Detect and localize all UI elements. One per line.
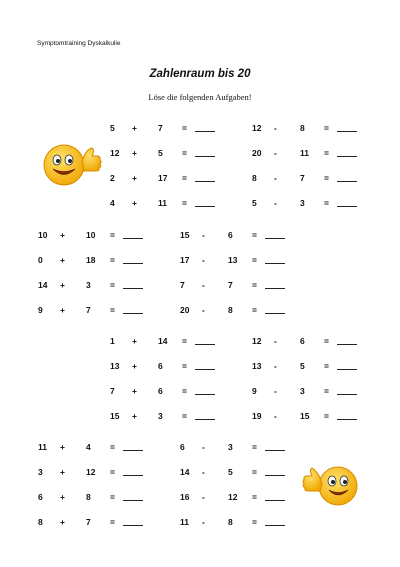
answer-blank[interactable] xyxy=(337,344,357,345)
operand-b: 5 xyxy=(158,148,163,158)
equals-sign: = xyxy=(182,386,187,396)
equals-sign: = xyxy=(182,173,187,183)
answer-blank[interactable] xyxy=(265,450,285,451)
equals-sign: = xyxy=(324,411,329,421)
instructions: Löse die folgenden Aufgaben! xyxy=(148,92,252,102)
equals-sign: = xyxy=(324,361,329,371)
equals-sign: = xyxy=(110,305,115,315)
operand-a: 5 xyxy=(252,198,257,208)
operator: + xyxy=(132,386,137,396)
operand-b: 6 xyxy=(300,336,305,346)
answer-blank[interactable] xyxy=(195,156,215,157)
operand-a: 3 xyxy=(38,467,43,477)
operand-b: 6 xyxy=(228,230,233,240)
equals-sign: = xyxy=(252,492,257,502)
equals-sign: = xyxy=(182,198,187,208)
operand-a: 5 xyxy=(110,123,115,133)
operand-b: 11 xyxy=(158,198,167,208)
equals-sign: = xyxy=(182,361,187,371)
answer-blank[interactable] xyxy=(195,344,215,345)
equals-sign: = xyxy=(182,123,187,133)
operand-a: 2 xyxy=(110,173,115,183)
operand-b: 3 xyxy=(158,411,163,421)
answer-blank[interactable] xyxy=(195,419,215,420)
operand-a: 6 xyxy=(180,442,185,452)
operand-b: 7 xyxy=(228,280,233,290)
operand-a: 12 xyxy=(252,123,262,133)
answer-blank[interactable] xyxy=(337,181,357,182)
operator: + xyxy=(132,123,137,133)
answer-blank[interactable] xyxy=(337,369,357,370)
operand-a: 4 xyxy=(110,198,115,208)
operator: - xyxy=(202,492,205,502)
answer-blank[interactable] xyxy=(123,475,143,476)
equals-sign: = xyxy=(252,517,257,527)
operator: + xyxy=(132,361,137,371)
operand-b: 3 xyxy=(86,280,91,290)
answer-blank[interactable] xyxy=(195,369,215,370)
answer-blank[interactable] xyxy=(265,525,285,526)
equals-sign: = xyxy=(110,280,115,290)
answer-blank[interactable] xyxy=(337,156,357,157)
operator: - xyxy=(274,361,277,371)
operator: + xyxy=(132,411,137,421)
operand-b: 3 xyxy=(228,442,233,452)
answer-blank[interactable] xyxy=(123,288,143,289)
smiley-thumbs-up-icon xyxy=(40,140,110,190)
operand-a: 10 xyxy=(38,230,48,240)
equals-sign: = xyxy=(110,467,115,477)
equals-sign: = xyxy=(182,336,187,346)
operator: - xyxy=(202,280,205,290)
answer-blank[interactable] xyxy=(337,206,357,207)
equals-sign: = xyxy=(110,442,115,452)
operand-b: 17 xyxy=(158,173,168,183)
equals-sign: = xyxy=(110,230,115,240)
equals-sign: = xyxy=(182,148,187,158)
equals-sign: = xyxy=(324,386,329,396)
answer-blank[interactable] xyxy=(195,206,215,207)
answer-blank[interactable] xyxy=(265,263,285,264)
operand-a: 20 xyxy=(252,148,262,158)
operator: - xyxy=(202,442,205,452)
operator: + xyxy=(60,255,65,265)
operand-b: 10 xyxy=(86,230,96,240)
operand-a: 9 xyxy=(38,305,43,315)
operator: + xyxy=(132,198,137,208)
operand-b: 3 xyxy=(300,198,305,208)
operator: - xyxy=(274,336,277,346)
equals-sign: = xyxy=(252,255,257,265)
operand-a: 15 xyxy=(110,411,120,421)
operand-b: 5 xyxy=(228,467,233,477)
answer-blank[interactable] xyxy=(337,131,357,132)
operator: + xyxy=(60,230,65,240)
operand-b: 7 xyxy=(86,517,91,527)
answer-blank[interactable] xyxy=(123,263,143,264)
operand-a: 0 xyxy=(38,255,43,265)
equals-sign: = xyxy=(252,467,257,477)
operand-b: 7 xyxy=(158,123,163,133)
equals-sign: = xyxy=(182,411,187,421)
operand-a: 15 xyxy=(180,230,190,240)
operand-b: 18 xyxy=(86,255,96,265)
equals-sign: = xyxy=(324,336,329,346)
operand-a: 12 xyxy=(110,148,120,158)
equals-sign: = xyxy=(252,442,257,452)
operand-b: 4 xyxy=(86,442,91,452)
operator: + xyxy=(60,517,65,527)
operand-b: 7 xyxy=(300,173,305,183)
operand-a: 14 xyxy=(38,280,48,290)
operand-b: 8 xyxy=(300,123,305,133)
operator: - xyxy=(274,123,277,133)
answer-blank[interactable] xyxy=(195,394,215,395)
operator: - xyxy=(274,198,277,208)
answer-blank[interactable] xyxy=(337,419,357,420)
answer-blank[interactable] xyxy=(123,238,143,239)
equals-sign: = xyxy=(252,230,257,240)
equals-sign: = xyxy=(324,123,329,133)
operator: + xyxy=(132,173,137,183)
answer-blank[interactable] xyxy=(337,394,357,395)
answer-blank[interactable] xyxy=(123,450,143,451)
operand-a: 8 xyxy=(38,517,43,527)
operand-b: 11 xyxy=(300,148,309,158)
operand-a: 13 xyxy=(110,361,120,371)
operator: - xyxy=(274,386,277,396)
operand-b: 5 xyxy=(300,361,305,371)
answer-blank[interactable] xyxy=(195,181,215,182)
smiley-thumbs-up-icon xyxy=(296,460,366,510)
operand-a: 7 xyxy=(110,386,115,396)
answer-blank[interactable] xyxy=(265,500,285,501)
answer-blank[interactable] xyxy=(265,288,285,289)
equals-sign: = xyxy=(324,198,329,208)
answer-blank[interactable] xyxy=(123,500,143,501)
operator: - xyxy=(274,411,277,421)
operator: - xyxy=(274,173,277,183)
answer-blank[interactable] xyxy=(123,313,143,314)
operand-a: 9 xyxy=(252,386,257,396)
operand-b: 14 xyxy=(158,336,168,346)
operand-a: 6 xyxy=(38,492,43,502)
operator: + xyxy=(60,305,65,315)
operand-a: 11 xyxy=(180,517,189,527)
operator: + xyxy=(60,467,65,477)
operand-a: 12 xyxy=(252,336,262,346)
operand-b: 8 xyxy=(228,305,233,315)
operand-b: 15 xyxy=(300,411,310,421)
equals-sign: = xyxy=(110,255,115,265)
answer-blank[interactable] xyxy=(265,238,285,239)
operator: - xyxy=(202,305,205,315)
operand-b: 3 xyxy=(300,386,305,396)
operator: - xyxy=(202,467,205,477)
equals-sign: = xyxy=(110,492,115,502)
answer-blank[interactable] xyxy=(123,525,143,526)
equals-sign: = xyxy=(252,305,257,315)
operand-b: 7 xyxy=(86,305,91,315)
operand-b: 8 xyxy=(228,517,233,527)
operator: + xyxy=(60,492,65,502)
operand-b: 8 xyxy=(86,492,91,502)
operand-a: 16 xyxy=(180,492,190,502)
operand-a: 20 xyxy=(180,305,190,315)
equals-sign: = xyxy=(110,517,115,527)
operand-b: 6 xyxy=(158,361,163,371)
equals-sign: = xyxy=(252,280,257,290)
equals-sign: = xyxy=(324,173,329,183)
operator: + xyxy=(60,442,65,452)
operator: + xyxy=(60,280,65,290)
operand-b: 12 xyxy=(228,492,238,502)
operand-a: 7 xyxy=(180,280,185,290)
operator: - xyxy=(202,255,205,265)
operand-b: 6 xyxy=(158,386,163,396)
answer-blank[interactable] xyxy=(195,131,215,132)
operand-a: 1 xyxy=(110,336,115,346)
operand-a: 13 xyxy=(252,361,262,371)
answer-blank[interactable] xyxy=(265,313,285,314)
operand-b: 13 xyxy=(228,255,238,265)
operand-a: 17 xyxy=(180,255,190,265)
operand-a: 11 xyxy=(38,442,47,452)
operand-a: 14 xyxy=(180,467,190,477)
operand-a: 19 xyxy=(252,411,262,421)
operand-a: 8 xyxy=(252,173,257,183)
operator: + xyxy=(132,336,137,346)
operator: - xyxy=(274,148,277,158)
operator: - xyxy=(202,230,205,240)
equals-sign: = xyxy=(324,148,329,158)
document-header: Symptomtraining Dyskalkulie xyxy=(37,40,121,47)
operand-b: 12 xyxy=(86,467,96,477)
operator: + xyxy=(132,148,137,158)
page-title: Zahlenraum bis 20 xyxy=(149,68,251,80)
answer-blank[interactable] xyxy=(265,475,285,476)
operator: - xyxy=(202,517,205,527)
